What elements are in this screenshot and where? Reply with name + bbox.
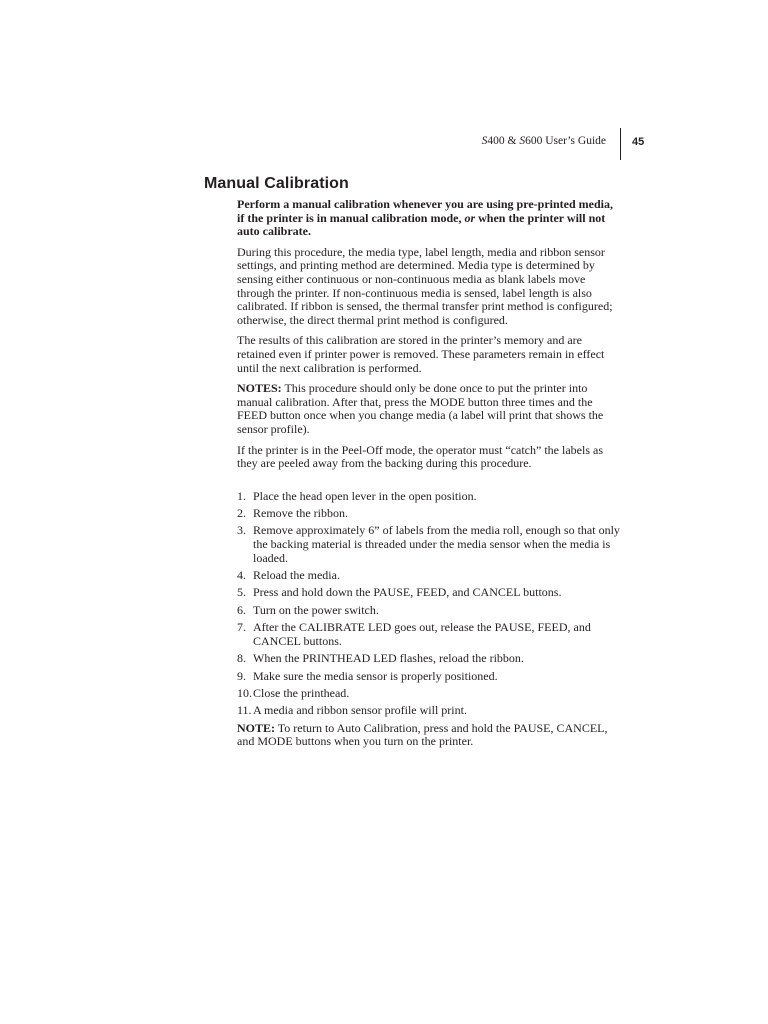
running-header	[482, 135, 606, 147]
model-b-letter: S	[519, 135, 526, 147]
step-number: 5.	[237, 585, 246, 600]
list-item	[237, 621, 621, 648]
notes-paragraph	[237, 382, 621, 436]
header-divider	[620, 128, 621, 160]
step-number: 9.	[237, 668, 246, 683]
step-text: Close the printhead.	[253, 685, 350, 700]
model-a-letter: S	[481, 135, 488, 147]
step-number: 1.	[237, 488, 246, 503]
model-a-number: 400 &	[487, 135, 520, 147]
list-item	[237, 704, 621, 718]
step-number: 11.	[237, 703, 252, 718]
lead-or: or	[464, 210, 476, 225]
step-text: A media and ribbon sensor profile will print.	[253, 703, 467, 718]
step-number: 10.	[237, 685, 252, 700]
step-text: Reload the media.	[253, 568, 340, 583]
note-label: NOTE:	[237, 720, 276, 735]
step-number: 4.	[237, 568, 246, 583]
list-item	[237, 652, 621, 666]
list-item	[237, 490, 621, 504]
step-number: 8.	[237, 651, 246, 666]
lead-part-2: when the printer will not auto calibrate.	[237, 210, 606, 239]
note-text: To return to Auto Calibration, press and hold the PAUSE, CANCEL, and MODE buttons when you turn on the printer.	[237, 720, 608, 749]
step-text: Make sure the media sensor is properly positioned.	[253, 668, 498, 683]
step-number: 7.	[237, 620, 246, 635]
step-text: Press and hold down the PAUSE, FEED, and CANCEL buttons.	[253, 585, 562, 600]
notes-text: This procedure should only be done once to put the printer into manual calibration. After that, press the MODE button three times and the FEED button once when you change media (a label will print that shows the sensor profile).	[237, 381, 604, 436]
section-title: Manual Calibration	[204, 175, 349, 192]
note-paragraph	[237, 722, 621, 749]
step-text: Remove approximately 6” of labels from the media roll, enough so that only the backing material is threaded under the media sensor when the media is loaded.	[253, 523, 620, 565]
list-item	[237, 604, 621, 618]
list-item	[237, 670, 621, 684]
list-item	[237, 687, 621, 701]
step-text: Turn on the power switch.	[253, 602, 379, 617]
list-item	[237, 524, 621, 565]
step-text: When the PRINTHEAD LED flashes, reload the ribbon.	[253, 651, 524, 666]
list-item	[237, 569, 621, 583]
lead-part-1: Perform a manual calibration whenever you are using pre-printed media, if the printer is in manual calibration mode,	[237, 197, 613, 225]
step-number: 3.	[237, 523, 246, 538]
paragraph-peel-off: If the printer is in the Peel-Off mode, the operator must “catch” the labels as they are peeled away from the backing during this procedure.	[237, 442, 603, 471]
model-b-number: 600 User’s Guide	[525, 135, 606, 147]
step-text: Place the head open lever in the open position.	[253, 488, 477, 503]
list-item	[237, 586, 621, 600]
step-text: After the CALIBRATE LED goes out, release the PAUSE, FEED, and CANCEL buttons.	[253, 620, 591, 648]
step-number: 2.	[237, 506, 246, 521]
step-text: Remove the ribbon.	[253, 506, 348, 521]
paragraph-procedure: During this procedure, the media type, label length, media and ribbon sensor settings, and printing method are determined. Media type is determined by sensing either continuous or non-continuous media as blank labels move through the printer. If non-continuous media is sensed, label length is also calibrated. If ribbon is sensed, the thermal transfer print method is configured; otherwise, the direct thermal print method is configured.	[237, 244, 613, 327]
body-text	[237, 198, 621, 756]
notes-label: NOTES:	[237, 381, 282, 396]
step-number: 6.	[237, 602, 246, 617]
list-item	[237, 507, 621, 521]
paragraph-results: The results of this calibration are stored in the printer’s memory and are retained even if printer power is removed. These parameters remain in effect until the next calibration is performed.	[237, 333, 605, 375]
page-number: 45	[632, 136, 645, 148]
lead-paragraph	[237, 198, 621, 239]
steps-list	[237, 490, 621, 718]
